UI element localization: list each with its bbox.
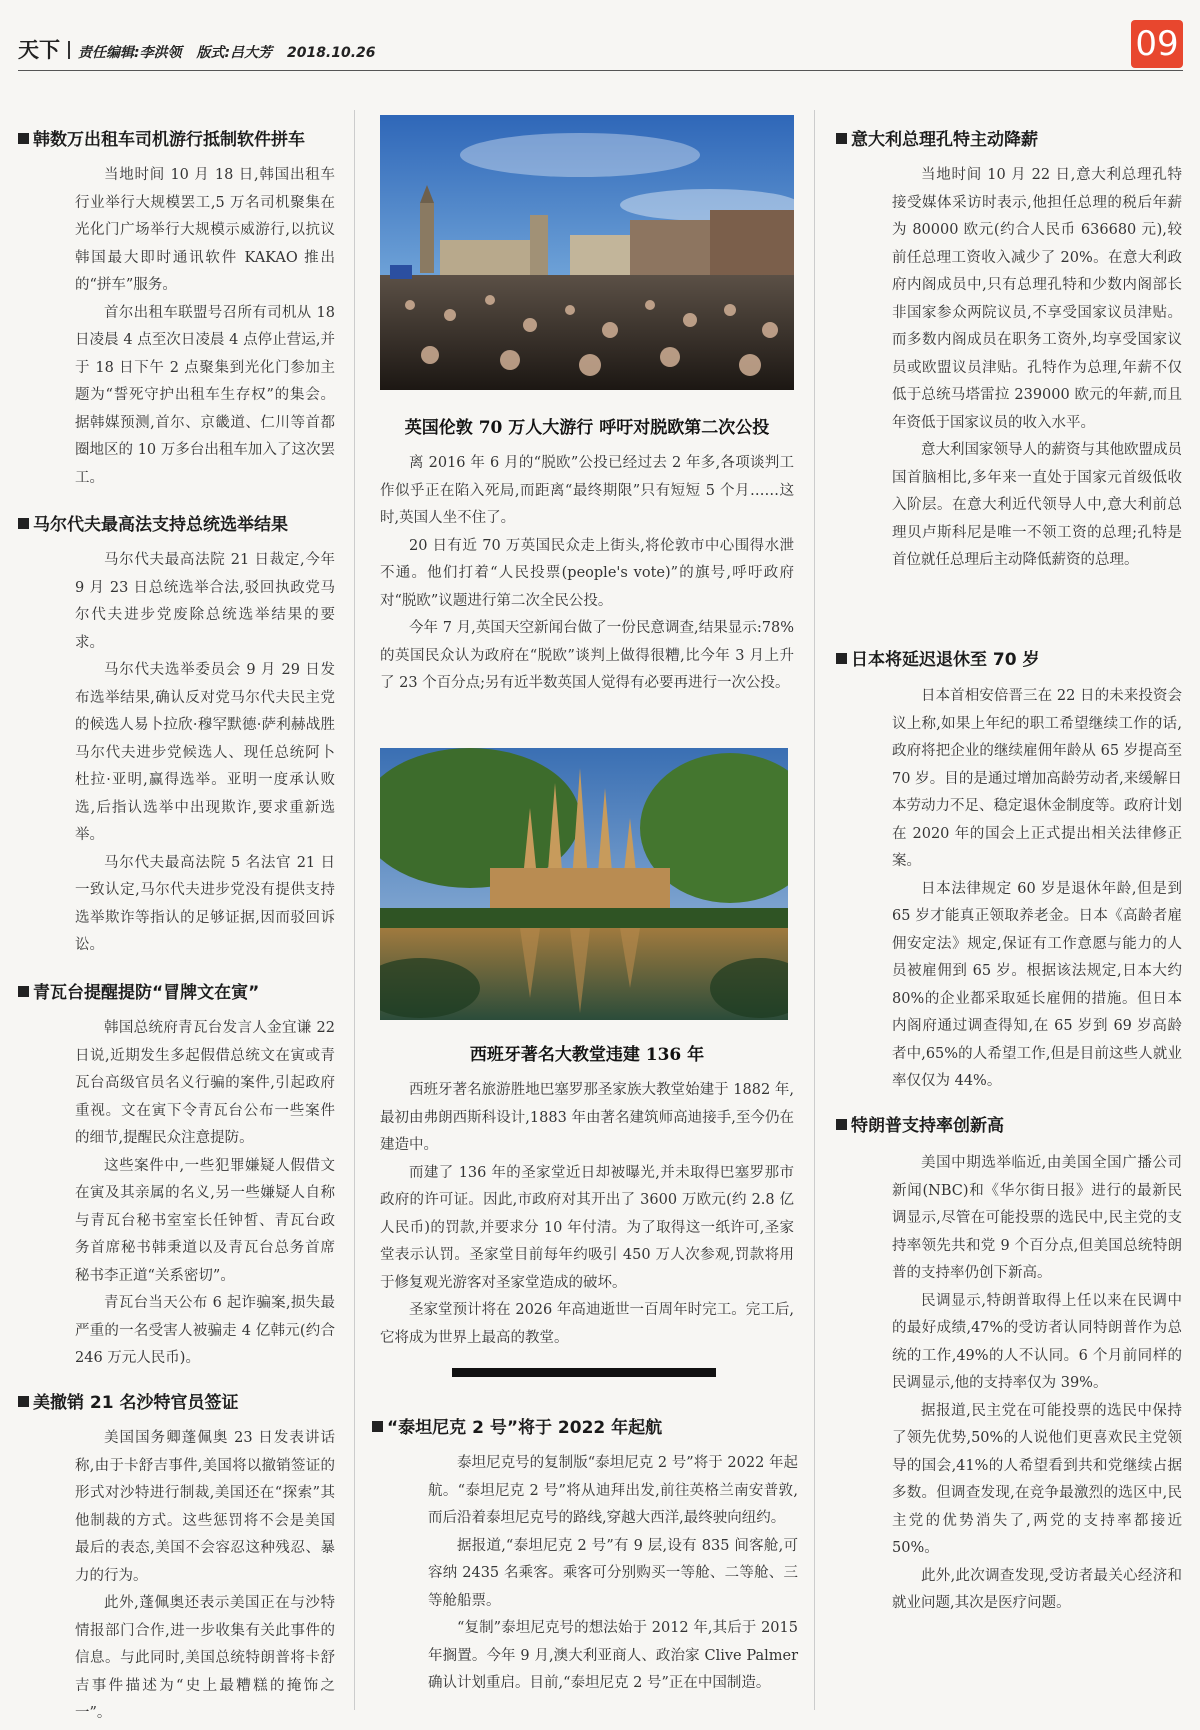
bullet-square-icon xyxy=(18,518,29,529)
header-rule xyxy=(18,70,1183,71)
layout-credit: 版式:吕大芳 xyxy=(196,45,273,61)
article-headline: “泰坦尼克 2 号”将于 2022 年起航 xyxy=(372,1413,662,1438)
article-body: 日本首相安倍晋三在 22 日的未来投资会议上称,如果上年纪的职工希望继续工作的话,政府将把企业的继续雇佣年龄从 65 岁提高至 70 岁。目的是通过增加高龄劳动者,来缓解日本劳动力不足、稳定退休金制度等。政府计划在 2020 年的国会上正式提出相关法律修正案。 日本法律规定 60 岁是退休年龄,但是到 65 岁才能真正领取养老金。日本《高龄者雇佣安定法》规定,保证有工作意愿与能力的人员被雇佣到 65 岁。根据该法规定,日本大约 80%的企业都采取延长雇佣的措施。但日本内阁府通过调查得知,在 65 岁到 69 岁高龄者中,65%的人希望工作,但是目前这些人就业率仅仅为 44%。 xyxy=(892,688,1182,1089)
header-divider xyxy=(68,41,70,59)
london-protest-photo xyxy=(380,115,794,390)
article-headline: 意大利总理孔特主动降薪 xyxy=(836,125,1038,150)
photo-caption: 西班牙著名大教堂违建 136 年 xyxy=(469,1045,705,1065)
sagrada-familia-photo xyxy=(380,748,788,1020)
article-body: 美国中期选举临近,由美国全国广播公司新闻(NBC)和《华尔街日报》进行的最新民调显示,尽管在可能投票的选民中,民主党的支持率领先共和党 9 个百分点,但美国总统特朗普的支持率仍创下新高。 民调显示,特朗普取得上任以来在民调中的最好成绩,47%的受访者认同特朗普作为总统的工作,49%的人不认同。6 个月前同样的民调显示,他的支持率仅为 39%。 据报道,民主党在可能投票的选民中保持了领先优势,50%的人说他们更喜欢民主党领导的国会,41%的人希望看到共和党继续占据多数。但调查发现,在竞争最激烈的选区中,民主党的优势消失了,两党的支持率都接近 50%。 此外,此次调查发现,受访者最关心经济和就业问题,其次是医疗问题。 xyxy=(892,1155,1182,1611)
section-divider-bar xyxy=(452,1368,716,1377)
section-name: 天下 xyxy=(18,38,60,62)
bullet-square-icon xyxy=(18,986,29,997)
article-body: 西班牙著名旅游胜地巴塞罗那圣家族大教堂始建于 1882 年,最初由弗朗西斯科设计,1883 年由著名建筑师高迪接手,至今仍在建造中。 而建了 136 年的圣家堂近日却被曝光,并未取得巴塞罗那市政府的许可证。因此,市政府对其开出了 3600 万欧元(约 2.8 亿人民币)的罚款,并要求分 10 年付清。为了取得这一纸许可,圣家堂表示认罚。圣家堂目前每年约吸引 450 万人次参观,罚款将用于修复观光游客对圣家堂造成的破坏。 圣家堂预计将在 2026 年高迪逝世一百周年时完工。完工后,它将成为世界上最高的教堂。 xyxy=(380,1082,794,1346)
article-body: 当地时间 10 月 18 日,韩国出租车行业举行大规模罢工,5 万名司机聚集在光化门广场举行大规模示威游行,以抗议韩国最大即时通讯软件 KAKAO 推出的“拼车”服务。 首尔出租车联盟号召所有司机从 18 日凌晨 4 点至次日凌晨 4 点停止营运,并于 18 日下午 2 点聚集到光化门参加主题为“誓死守护出租车生存权”的集会。据韩媒预测,首尔、京畿道、仁川等首都圈地区的 10 万多台出租车加入了这次罢工。 xyxy=(75,167,335,486)
article-headline: 日本将延迟退休至 70 岁 xyxy=(836,645,1040,670)
editor-credit: 责任编辑:李洪领 xyxy=(78,45,182,61)
header-meta xyxy=(78,42,386,62)
photo-caption: 英国伦敦 70 万人大游行 呼吁对脱欧第二次公投 xyxy=(404,418,770,438)
column-divider xyxy=(354,110,355,1710)
article-body: 泰坦尼克号的复制版“泰坦尼克 2 号”将于 2022 年起航。“泰坦尼克 2 号”将从迪拜出发,前往英格兰南安普敦,而后沿着泰坦尼克号的路线,穿越大西洋,最终驶向纽约。 据报道,“泰坦尼克 2 号”有 9 层,设有 835 间客舱,可容纳 2435 名乘客。乘客可分别购买一等舱、二等舱、三等舱船票。 “复制”泰坦尼克号的想法始于 2012 年,其后于 2015 年搁置。今年 9 月,澳大利亚商人、政治家 Clive Palmer 确认计划重启。目前,“泰坦尼克 2 号”正在中国制造。 xyxy=(428,1455,798,1691)
article-headline: 特朗普支持率创新高 xyxy=(836,1111,1004,1136)
bullet-square-icon xyxy=(836,1119,847,1130)
article-headline: 青瓦台提醒提防“冒牌文在寅” xyxy=(18,978,259,1003)
page-number: 09 xyxy=(1131,20,1183,68)
article-body: 当地时间 10 月 22 日,意大利总理孔特接受媒体采访时表示,他担任总理的税后年薪为 80000 欧元(约合人民币 636680 元),较前任总理工资收入减少了 20%。在意大利政府内阁成员中,只有总理孔特和少数内阁部长非国家参众两院议员,不享受国家议员津贴。而多数内阁成员在职务工资外,均享受国家议员或欧盟议员津贴。孔特作为总理,年薪不仅低于总统马塔雷拉 239000 欧元的年薪,而且年资低于国家议员的收入水平。 意大利国家领导人的薪资与其他欧盟成员国首脑相比,多年来一直处于国家元首级低收入阶层。在意大利近代领导人中,意大利前总理贝卢斯科尼是唯一不领工资的总理;孔特是首位就任总理后主动降低薪资的总理。 xyxy=(892,167,1182,568)
article-body: 离 2016 年 6 月的“脱欧”公投已经过去 2 年多,各项谈判工作似乎正在陷入死局,而距离“最终期限”只有短短 5 个月……这时,英国人坐不住了。 20 日有近 70 万英国民众走上街头,将伦敦市中心围得水泄不通。他们打着“人民投票(people's vote)”的旗号,呼吁政府对“脱欧”议题进行第二次全民公投。 今年 7 月,英国天空新闻台做了一份民意调查,结果显示:78%的英国民众认为政府在“脱欧”谈判上做得很糟,比今年 3 月上升了 23 个百分点;另有近半数英国人觉得有必要再进行一次公投。 xyxy=(380,455,794,691)
article-body: 马尔代夫最高法院 21 日裁定,今年 9 月 23 日总统选举合法,驳回执政党马尔代夫进步党废除总统选举结果的要求。 马尔代夫选举委员会 9 月 29 日发布选举结果,确认反对党马尔代夫民主党的候选人易卜拉欣·穆罕默德·萨利赫战胜马尔代夫进步党候选人、现任总统阿卜杜拉·亚明,赢得选举。亚明一度承认败选,后指认选举中出现欺诈,要求重新选举。 马尔代夫最高法院 5 名法官 21 日一致认定,马尔代夫进步党没有提供支持选举欺诈等指认的足够证据,因而驳回诉讼。 xyxy=(75,552,335,953)
issue-date: 2018.10.26 xyxy=(286,45,376,61)
article-headline: 韩数万出租车司机游行抵制软件拼车 xyxy=(18,125,305,150)
article-headline: 马尔代夫最高法支持总统选举结果 xyxy=(18,510,288,535)
bullet-square-icon xyxy=(836,133,847,144)
article-headline: 美撤销 21 名沙特官员签证 xyxy=(18,1388,239,1413)
column-divider xyxy=(814,110,815,1710)
bullet-square-icon xyxy=(18,1396,29,1407)
bullet-square-icon xyxy=(836,653,847,664)
page-header xyxy=(18,34,386,68)
article-body: 美国国务卿蓬佩奥 23 日发表讲话称,由于卡舒吉事件,美国将以撤销签证的形式对沙特进行制裁,美国还在“探索”其他制裁的方式。这些惩罚将不会是美国最后的表态,美国不会容忍这种残忍、暴力的行为。 此外,蓬佩奥还表示美国正在与沙特情报部门合作,进一步收集有关此事件的信息。与此同时,美国总统特朗普将卡舒吉事件描述为“史上最糟糕的掩饰之一”。 xyxy=(75,1430,335,1721)
article-body: 韩国总统府青瓦台发言人金宜谦 22 日说,近期发生多起假借总统文在寅或青瓦台高级官员名义行骗的案件,引起政府重视。文在寅下令青瓦台公布一些案件的细节,提醒民众注意提防。 这些案件中,一些犯罪嫌疑人假借文在寅及其亲属的名义,另一些嫌疑人自称与青瓦台秘书室室长任钟皙、青瓦台政务首席秘书韩秉道以及青瓦台总务首席秘书李正道“关系密切”。 青瓦台当天公布 6 起诈骗案,损失最严重的一名受害人被骗走 4 亿韩元(约合 246 万元人民币)。 xyxy=(75,1020,335,1366)
bullet-square-icon xyxy=(18,133,29,144)
bullet-square-icon xyxy=(372,1421,383,1432)
